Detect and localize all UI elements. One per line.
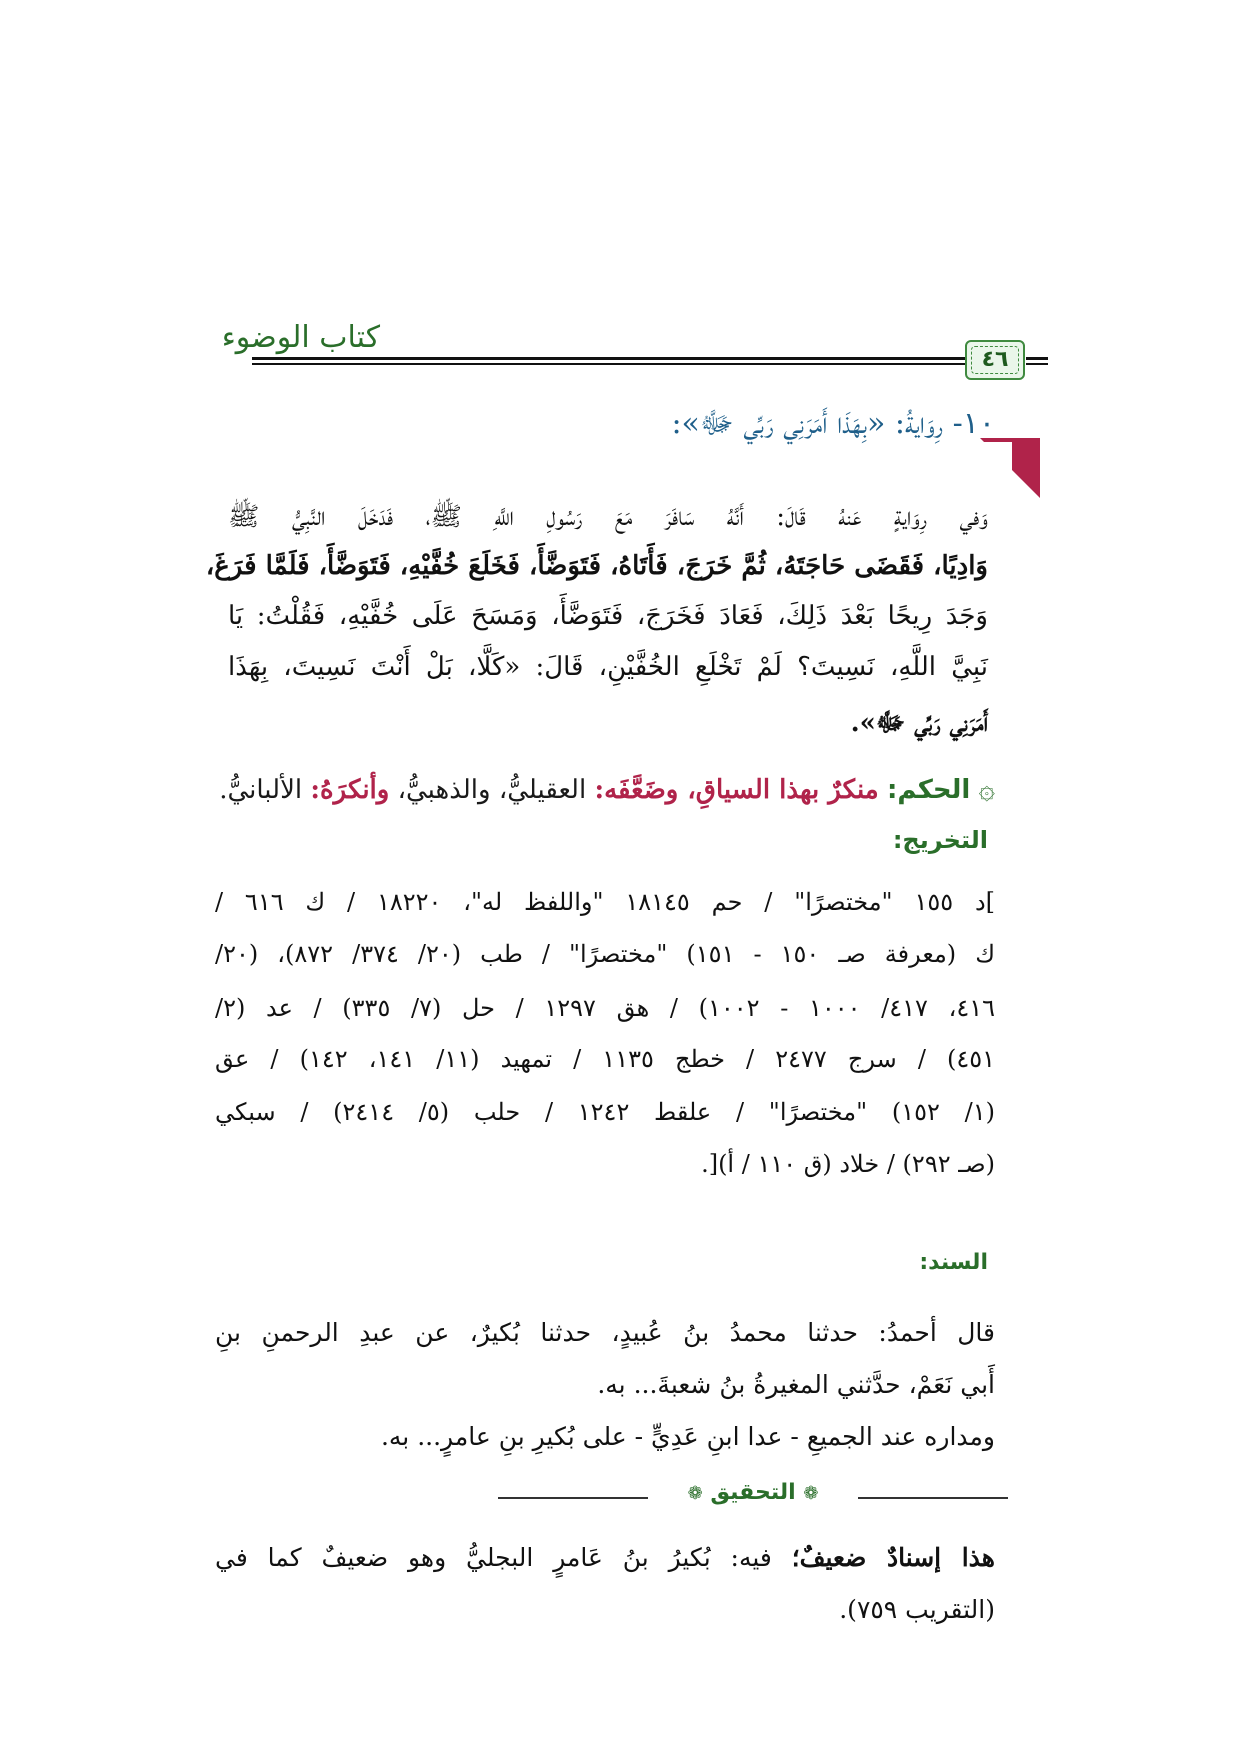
hadith-line: وَفي رِوَايةٍ عَنهُ قَالَ: أَنَّهُ سَافَرَ مَعَ رَسُولِ اللَّهِ ﷺ، فَدَخَلَ النَّبِيُّ ﷺ — [228, 502, 988, 532]
hadith-line: أَمَرَنِي رَبِّي ﷻ». — [850, 708, 988, 738]
section-heading: ١٠- رِوَايةُ: «بِهَذَا أَمَرَنِي رَبِّي ﷻ»: — [671, 406, 995, 441]
header-rule-right-top — [1026, 357, 1048, 360]
sanad-line: أَبي نَعَمْ، حدَّثني المغيرةُ بنُ شعبةَ... به. — [597, 1370, 995, 1399]
hadith-line: وَجَدَ رِيحًا بَعْدَ ذَلِكَ، فَعَادَ فَخَرَجَ، فَتَوَضَّأَ، وَمَسَحَ عَلَى خُفَّيْهِ، فَقُلْتُ: يَا — [228, 601, 988, 631]
book-title: كتاب الوضوء — [221, 320, 380, 355]
takhrij-line: ك (معرفة صـ ١٥٠ - ١٥١) "مختصرًا" / طب (٢٠/ ٣٧٤/ ٨٧٢)، (٢٠/ — [215, 940, 995, 968]
takhrij-line: (١/ ١٥٢) "مختصرًا" / علقط ١٢٤٢ / حلب (٥/ ٢٤١٤) / سبكي — [215, 1098, 996, 1126]
hadith-line: وَادِيًا، فَقَضَى حَاجَتَهُ، ثُمَّ خَرَجَ، فَأَتَاهُ، فَتَوَضَّأَ، فَخَلَعَ خُفَّيْهِ، فَتَوَضَّأَ، فَلَمَّا فَرَغَ، — [205, 551, 988, 581]
flower-ornament-icon: ۞ — [978, 772, 995, 805]
header-rule-top — [252, 357, 972, 360]
takhrij-line: ٤٥١) / سرج ٢٤٧٧ / خطج ١١٣٥ / تمهيد (١١/ ١٤١، ١٤٢) / عق — [215, 1045, 996, 1073]
ruling-rejected-by: الألبانيُّ. — [219, 775, 303, 805]
ruling-weakened-by: العقيليُّ، والذهبيُّ، — [397, 775, 587, 805]
conclusion-rest: فيه: بُكيرُ بنُ عَامرٍ البجليُّ وهو ضعيفٌ كما في — [215, 1543, 772, 1572]
tahqiq-heading — [498, 1480, 1008, 1505]
sanad-heading: السند: — [919, 1250, 988, 1275]
ruling-rejected-label: وأنكرَهُ: — [310, 775, 390, 805]
takhrij-line: (صـ ٢٩٢) / خلاد (ق ١١٠ / أ)[. — [701, 1150, 995, 1178]
takhrij-heading: التخريج: — [892, 826, 988, 854]
page-number: ٤٦ — [981, 347, 1009, 372]
ornament-icon: ❁ — [687, 1483, 703, 1504]
header-rule-bottom — [252, 363, 972, 365]
ruling-line — [215, 772, 995, 805]
tahqiq-divider — [498, 1480, 1008, 1514]
sanad-line: قال أحمدُ: حدثنا محمدُ بنُ عُبيدٍ، حدثنا بُكيرٌ، عن عبدِ الرحمنِ بنِ — [215, 1318, 995, 1347]
page-number-badge — [965, 340, 1025, 380]
takhrij-line: ]د ١٥٥ "مختصرًا" / حم ١٨١٤٥ "واللفظ له"، ١٨٢٢٠ / ك ٦١٦ / — [215, 888, 995, 916]
header-rule-right-bottom — [1026, 363, 1048, 365]
conclusion-line — [215, 1543, 995, 1572]
sanad-line: ومداره عند الجميعِ - عدا ابنِ عَدِيٍّ - على بُكيرِ بنِ عامرٍ... به. — [380, 1422, 995, 1451]
corner-ornament-icon — [980, 438, 1040, 498]
ornament-icon: ❁ — [803, 1483, 819, 1504]
hadith-line: نَبِيَّ اللَّهِ، نَسِيتَ؟ لَمْ تَخْلَعِ الخُفَّيْنِ، قَالَ: «كَلَّا، بَلْ أَنْتَ نَسِيتَ، بِهَذَا — [228, 652, 988, 682]
ruling-verdict: منكرٌ بهذا السياقِ، وضَعَّفَه: — [594, 775, 879, 805]
tahqiq-title: التحقيق — [710, 1480, 796, 1505]
ruling-label: الحكم: — [887, 775, 971, 805]
takhrij-line: ٤١٦، ٤١٧/ ١٠٠٠ - ١٠٠٢) / هق ١٢٩٧ / حل (٧/ ٣٣٥) / عد (٢/ — [215, 994, 995, 1022]
conclusion-bold: هذا إسنادٌ ضعيفٌ؛ — [791, 1543, 995, 1572]
conclusion-line: (التقريب ٧٥٩). — [839, 1595, 995, 1624]
